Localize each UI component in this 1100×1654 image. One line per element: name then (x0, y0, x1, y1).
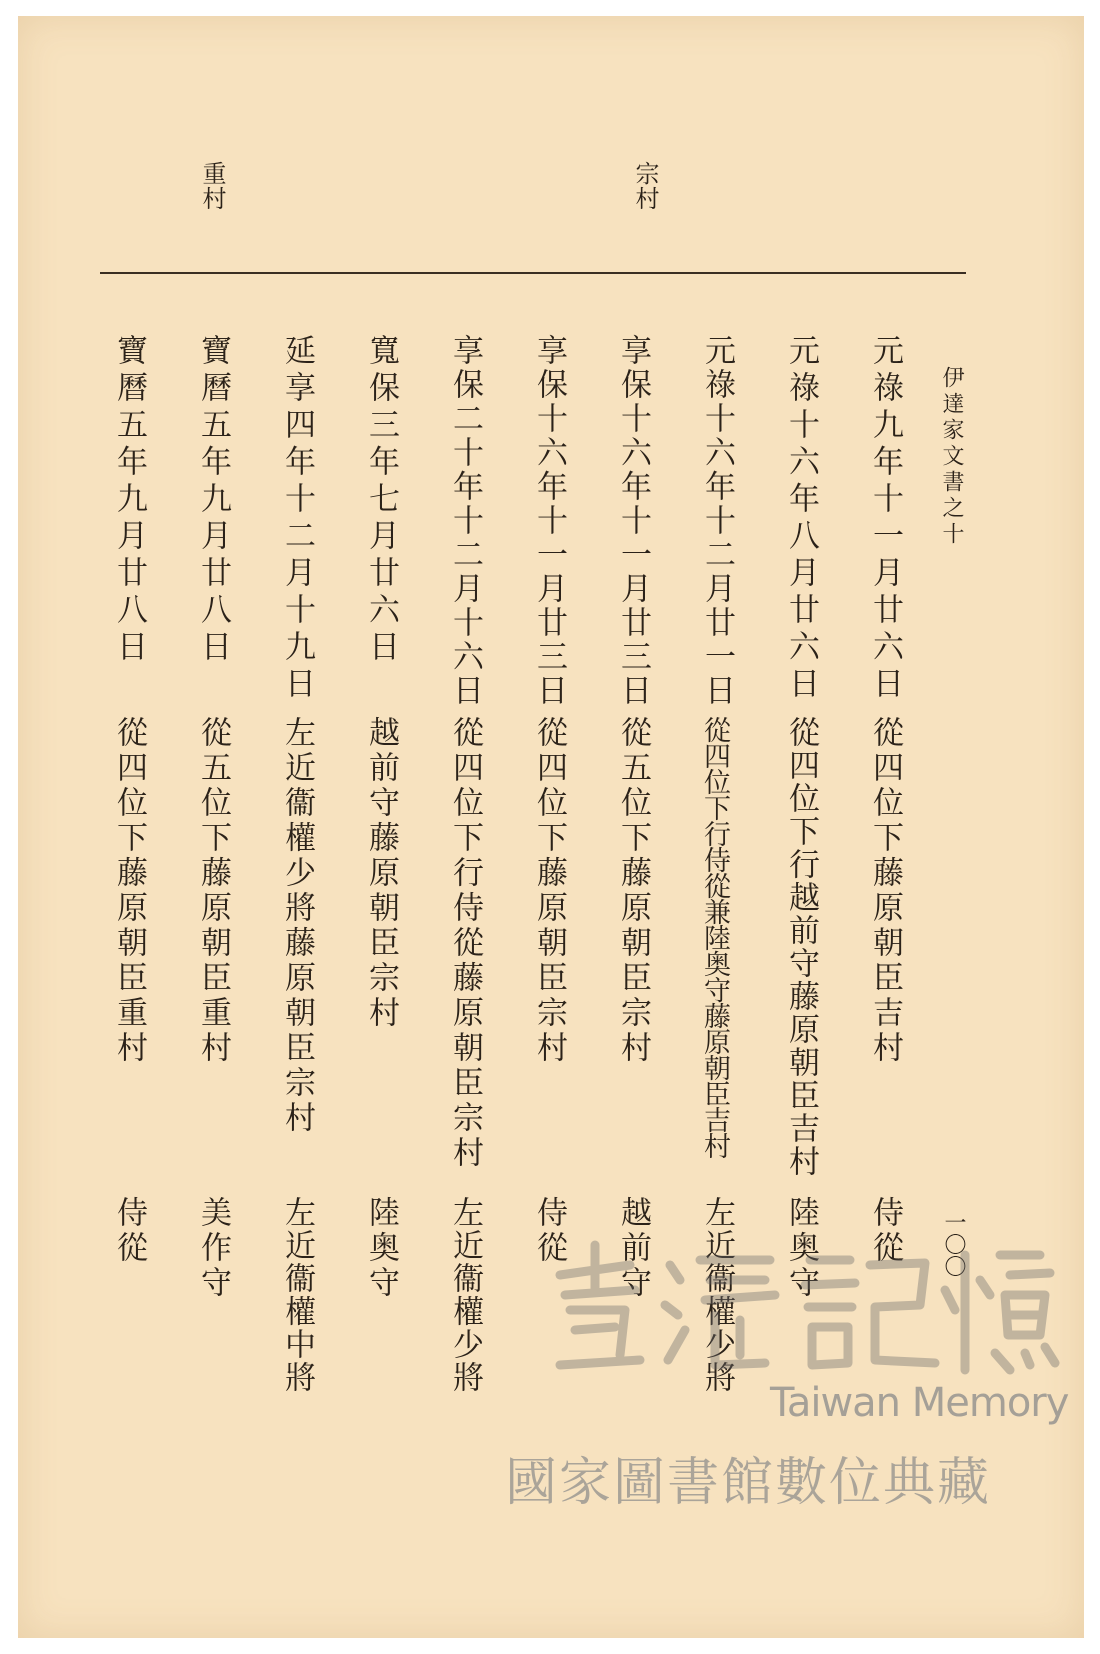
record-rank: 侍從 (867, 1196, 903, 1266)
record-date: 寶曆五年九月廿八日 (195, 334, 231, 667)
record-title: 從四位下藤原朝臣吉村 (867, 716, 903, 1066)
record-rank: 左近衞權中將 (279, 1196, 315, 1394)
record-date: 享保二十年十二月十六日 (447, 334, 483, 708)
record-title: 從五位下藤原朝臣重村 (195, 716, 231, 1066)
record-rank: 侍從 (111, 1196, 147, 1266)
record-title: 左近衞權少將藤原朝臣宗村 (279, 716, 315, 1136)
record-date: 元祿九年十一月廿六日 (867, 334, 903, 704)
upper-name-munemura: 宗村 (631, 161, 659, 211)
watermark-logo (540, 1235, 1060, 1385)
record-date: 寶曆五年九月廿八日 (111, 334, 147, 667)
record-rank: 陸奥守 (783, 1196, 819, 1301)
record-rank: 越前守 (615, 1196, 651, 1301)
record-date: 享保十六年十一月廿三日 (615, 334, 651, 708)
page-number: 一〇〇 (941, 1211, 966, 1277)
record-title: 從五位下藤原朝臣宗村 (615, 716, 651, 1066)
record-title: 從四位下藤原朝臣宗村 (531, 716, 567, 1066)
record-date: 享保十六年十一月廿三日 (531, 334, 567, 708)
record-title: 從四位下藤原朝臣重村 (111, 716, 147, 1066)
record-title: 從四位下行越前守藤原朝臣吉村 (783, 716, 819, 1178)
record-rank: 左近衞權少將 (447, 1196, 483, 1394)
record-title: 越前守藤原朝臣宗村 (363, 716, 399, 1031)
record-title: 從四位下行侍從兼陸奥守藤原朝臣吉村 (699, 716, 730, 1158)
record-date: 元祿十六年八月廿六日 (783, 334, 819, 704)
running-head: 伊達家文書之十 (939, 366, 964, 548)
record-date: 延享四年十二月十九日 (279, 334, 315, 704)
upper-name-shigemura: 重村 (198, 161, 226, 211)
watermark-english: Taiwan Memory (770, 1380, 1069, 1426)
section-divider (100, 272, 966, 274)
record-date: 寬保三年七月廿六日 (363, 334, 399, 667)
record-rank: 美作守 (195, 1196, 231, 1301)
record-date: 元祿十六年十二月廿一日 (699, 334, 735, 708)
record-rank: 侍從 (531, 1196, 567, 1266)
watermark-chinese: 國家圖書館數位典藏 (505, 1453, 992, 1513)
record-rank: 左近衞權少將 (699, 1196, 735, 1394)
record-title: 從四位下行侍從藤原朝臣宗村 (447, 716, 483, 1171)
record-rank: 陸奥守 (363, 1196, 399, 1301)
